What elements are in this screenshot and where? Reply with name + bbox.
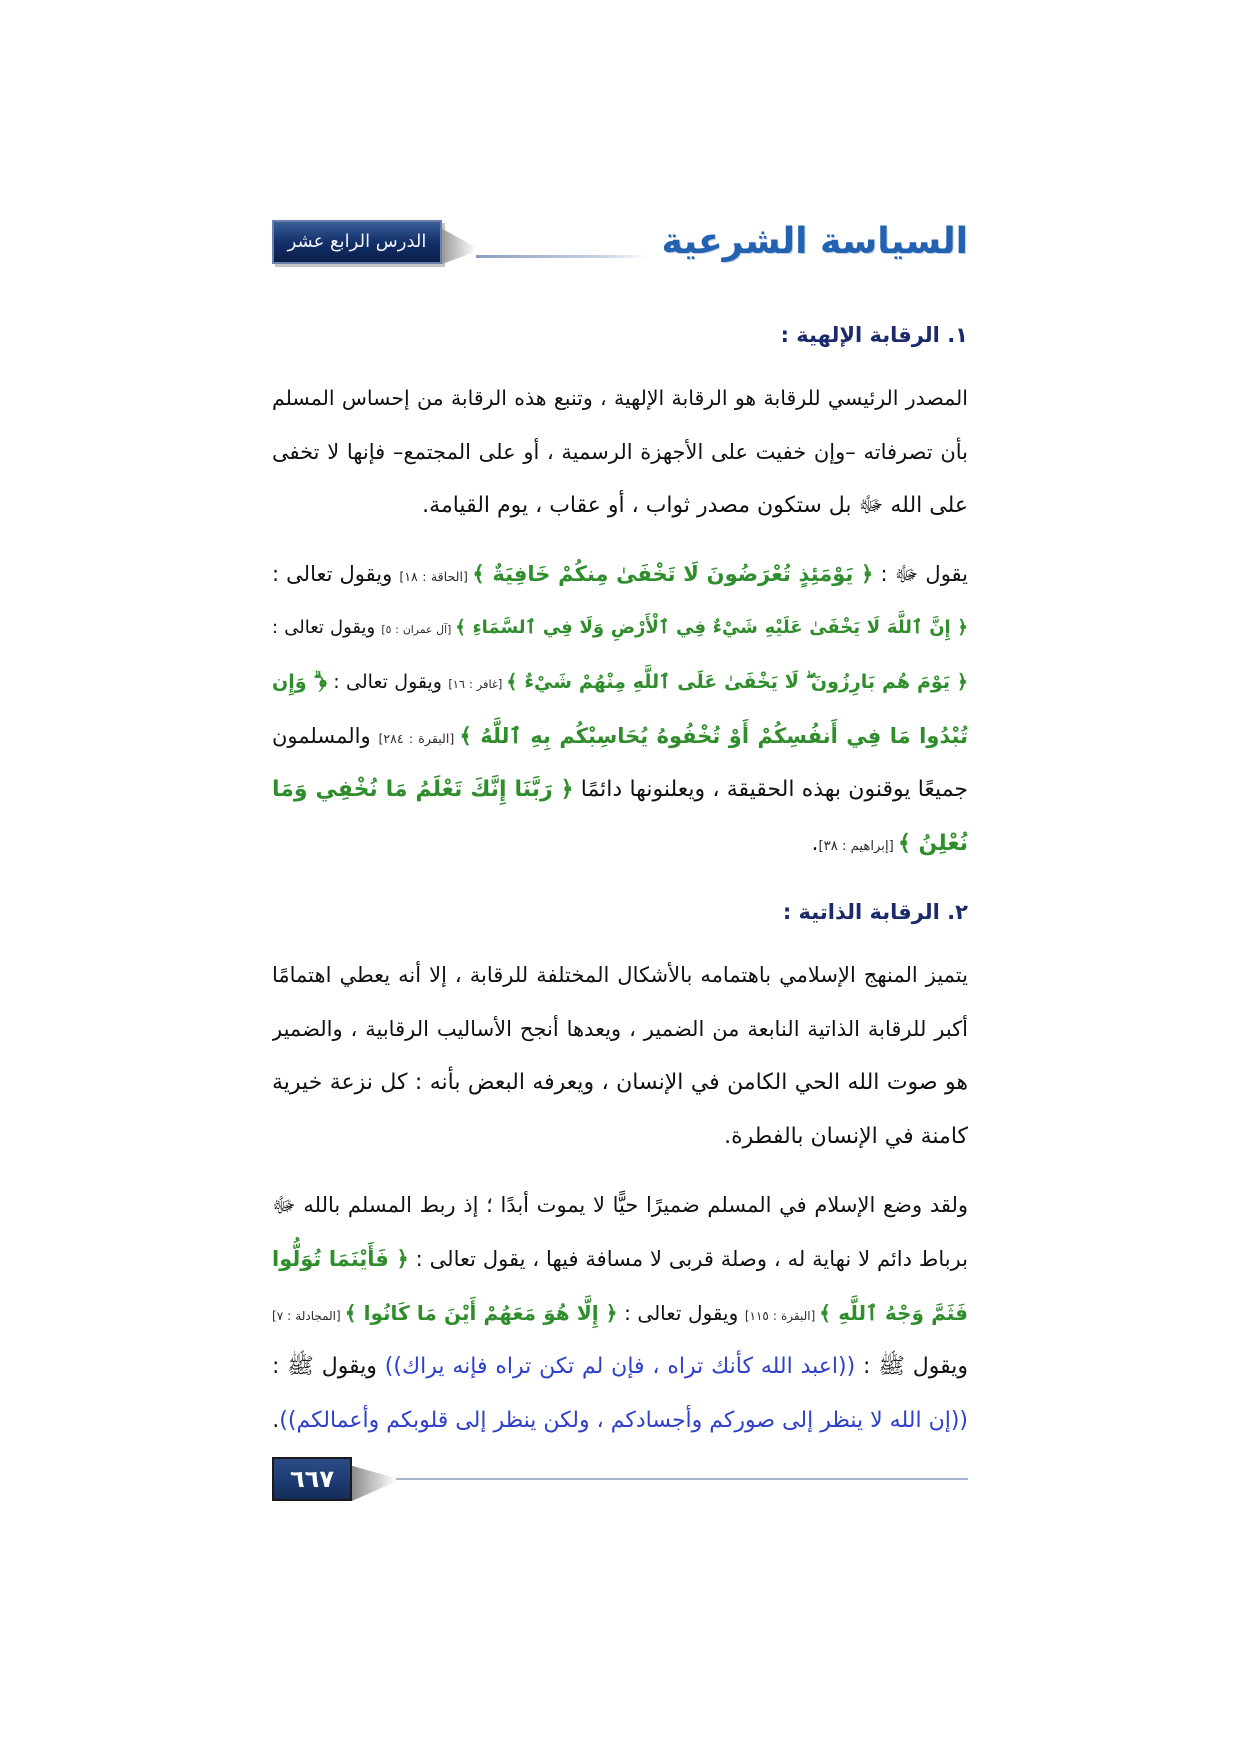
text-line bbox=[272, 601, 968, 655]
quran-verse: فَثَمَّ وَجْهُ ٱللَّهِ ﴾ bbox=[819, 1301, 968, 1325]
body-text: . bbox=[272, 1408, 280, 1433]
paragraph bbox=[272, 1178, 968, 1448]
content-body bbox=[272, 308, 968, 1448]
body-text: ويقول تعالى : bbox=[326, 671, 449, 693]
text-line bbox=[272, 817, 968, 871]
lesson-badge: الدرس الرابع عشر bbox=[272, 220, 442, 264]
text-line bbox=[272, 1056, 968, 1110]
body-text: هو صوت الله الحي الكامن في الإنسان ، ويعرفه البعض بأنه : كل نزعة خيرية bbox=[272, 1070, 968, 1095]
body-text: يتميز المنهج الإسلامي باهتمامه بالأشكال المختلفة للرقابة ، إلا أنه يعطي اهتمامًا bbox=[272, 963, 968, 987]
paragraph bbox=[272, 948, 968, 1164]
page-footer bbox=[272, 1456, 968, 1502]
text-line bbox=[272, 1232, 968, 1286]
quran-verse: ﴿ يَوْمَئِذٍ تُعْرَضُونَ لَا تَخْفَىٰ مِنكُمْ خَافِيَةٌ ﴾ bbox=[472, 562, 874, 586]
body-text: على الله ﷻ بل ستكون مصدر ثواب ، أو عقاب ، يوم القيامة. bbox=[422, 493, 968, 518]
body-text: ويقول تعالى : bbox=[272, 617, 382, 638]
body-text: كامنة في الإنسان بالفطرة. bbox=[724, 1124, 968, 1149]
section-divine-oversight bbox=[272, 308, 968, 871]
text-line bbox=[272, 948, 968, 1002]
text-line bbox=[272, 479, 968, 533]
text-line bbox=[272, 425, 968, 479]
quran-verse: ﴿ فَأَيْنَمَا تُوَلُّوا bbox=[272, 1247, 409, 1271]
text-line bbox=[272, 709, 968, 763]
verse-citation: [الحاقة : ١٨] bbox=[399, 569, 473, 584]
hadith-quote: ((إن الله لا ينظر إلى صوركم وأجسادكم ، ولكن ينظر إلى قلوبكم وأعمالكم)) bbox=[279, 1408, 968, 1433]
text-line bbox=[272, 1340, 968, 1394]
body-text: ويقول ﷺ : bbox=[855, 1354, 968, 1379]
quran-verse: ﴿ رَبَّنَا إِنَّكَ تَعْلَمُ مَا نُخْفِي وَمَا bbox=[272, 777, 574, 802]
book-title: السياسة الشرعية bbox=[661, 221, 968, 262]
body-text: يقول ﷻ : bbox=[873, 562, 968, 586]
text-line bbox=[272, 1178, 968, 1232]
page-number: ٦٦٧ bbox=[272, 1457, 352, 1501]
quran-verse: ﴿ ۗ وَإِن bbox=[272, 671, 327, 693]
verse-citation: [إبراهيم : ٣٨] bbox=[818, 839, 898, 854]
body-text: ويقول تعالى : bbox=[617, 1301, 745, 1325]
page-number-shadow-wedge bbox=[352, 1457, 396, 1501]
body-text: برباط دائم لا نهاية له ، وصلة قربى لا مسافة فيها ، يقول تعالى : bbox=[408, 1247, 968, 1271]
body-text: ويقول ﷺ : bbox=[272, 1354, 385, 1379]
verse-citation: [البقرة : ٢٨٤] bbox=[378, 731, 460, 746]
section-self-oversight bbox=[272, 885, 968, 1448]
quran-verse: تُبْدُوا مَا فِي أَنفُسِكُمْ أَوْ تُخْفُوهُ يُحَاسِبْكُم بِهِ ٱللَّهُ ﴾ bbox=[459, 724, 968, 748]
quran-verse: ﴿ إِنَّ ٱللَّهَ لَا يَخْفَىٰ عَلَيْهِ شَيْءٌ فِي ٱلْأَرْضِ وَلَا فِي ٱلسَّمَاءِ ﴾ bbox=[455, 617, 968, 638]
page-header bbox=[272, 212, 968, 272]
text-line bbox=[272, 547, 968, 601]
badge-shadow-wedge bbox=[442, 220, 476, 264]
verse-citation: [آل عمران : ٥] bbox=[381, 623, 456, 636]
quran-verse: ﴿ يَوْمَ هُم بَارِزُونَ ۖ لَا يَخْفَىٰ عَلَى ٱللَّهِ مِنْهُمْ شَيْءٌ ﴾ bbox=[506, 671, 968, 693]
verse-citation: [غافر : ١٦] bbox=[448, 677, 507, 691]
quran-verse: ﴿ إِلَّا هُوَ مَعَهُمْ أَيْنَ مَا كَانُوا ﴾ bbox=[344, 1301, 618, 1325]
body-text: ولقد وضع الإسلام في المسلم ضميرًا حيًّا لا يموت أبدًا ؛ إذ ربط المسلم بالله ﷻ bbox=[272, 1193, 968, 1217]
paragraph bbox=[272, 547, 968, 871]
body-text: والمسلمون bbox=[272, 724, 379, 748]
text-line bbox=[272, 1286, 968, 1340]
header-rule bbox=[476, 255, 648, 258]
section-heading: ١. الرقابة الإلهية : bbox=[780, 323, 968, 347]
footer-rule bbox=[396, 1478, 968, 1480]
body-text: أكبر للرقابة الذاتية النابعة من الضمير ، ويعدها أنجح الأساليب الرقابية ، والضمير bbox=[272, 1017, 968, 1041]
body-text: جميعًا يوقنون بهذه الحقيقة ، ويعلنونها دائمًا bbox=[573, 777, 968, 802]
text-line bbox=[272, 1394, 968, 1448]
verse-citation: [المجادلة : ٧] bbox=[272, 1309, 345, 1323]
body-text: . bbox=[811, 831, 819, 856]
body-text: المصدر الرئيسي للرقابة هو الرقابة الإلهية ، وتنبع هذه الرقابة من إحساس المسلم bbox=[272, 386, 968, 410]
quran-verse: نُعْلِنُ ﴾ bbox=[897, 831, 968, 856]
text-line bbox=[272, 1110, 968, 1164]
text-line bbox=[272, 1002, 968, 1056]
hadith-quote: ((اعبد الله كأنك تراه ، فإن لم تكن تراه فإنه يراك)) bbox=[384, 1354, 856, 1379]
paragraph bbox=[272, 371, 968, 533]
body-text: بأن تصرفاته –وإن خفيت على الأجهزة الرسمية ، أو على المجتمع– فإنها لا تخفى bbox=[272, 440, 968, 464]
text-line bbox=[272, 371, 968, 425]
section-heading: ٢. الرقابة الذاتية : bbox=[782, 900, 968, 924]
text-line bbox=[272, 655, 968, 709]
verse-citation: [البقرة : ١١٥] bbox=[744, 1309, 820, 1323]
body-text: ويقول تعالى : bbox=[272, 562, 400, 586]
text-line bbox=[272, 763, 968, 817]
